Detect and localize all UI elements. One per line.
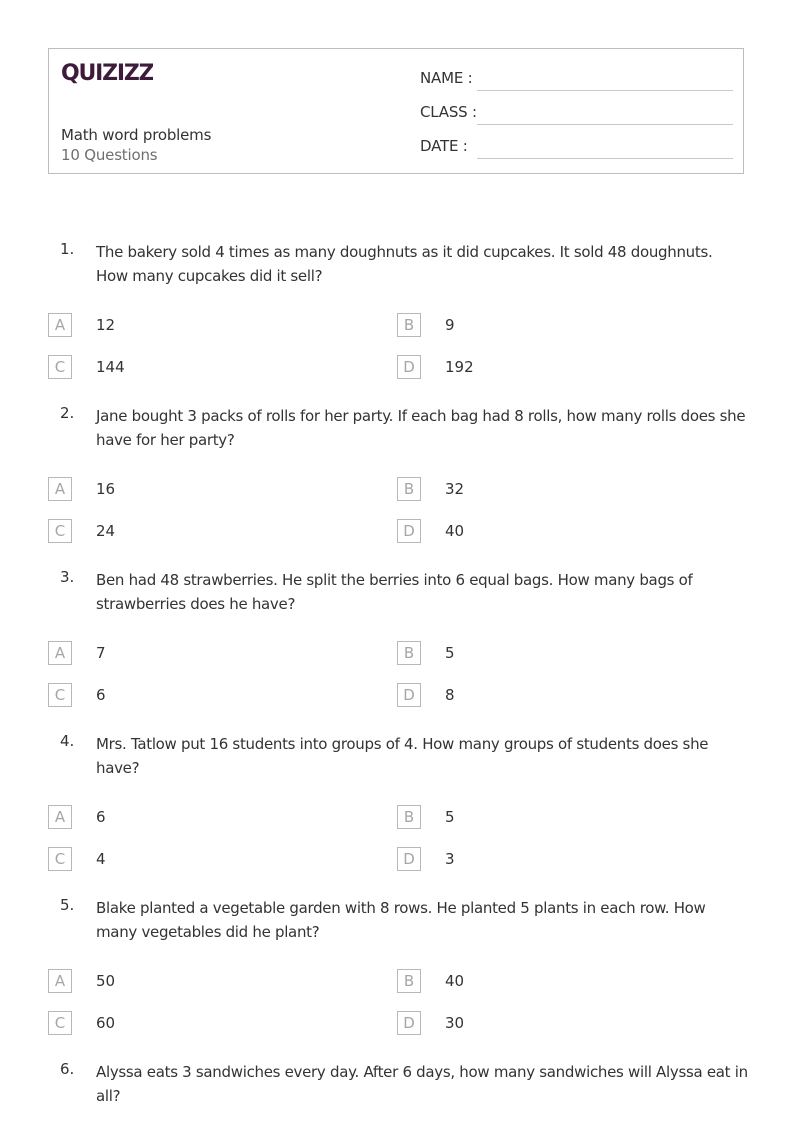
question-text: Blake planted a vegetable garden with 8 rows. He planted 5 plants in each row. How many vegetables did he plant? <box>96 899 706 941</box>
class-label: CLASS : <box>420 103 477 121</box>
question-text: Ben had 48 strawberries. He split the berries into 6 equal bags. How many bags of strawberries does he have? <box>96 571 693 613</box>
option-b-box[interactable]: B <box>397 805 421 829</box>
option-c-text: 24 <box>96 522 116 540</box>
option-a-box[interactable]: A <box>48 477 72 501</box>
option-b-text: 9 <box>445 316 455 334</box>
option-d-box[interactable]: D <box>397 519 421 543</box>
option-c-box[interactable]: C <box>48 355 72 379</box>
date-label: DATE : <box>420 137 468 155</box>
option-b-text: 40 <box>445 972 465 990</box>
option-a-text: 16 <box>96 480 116 498</box>
question-text: Alyssa eats 3 sandwiches every day. After 6 days, how many sandwiches will Alyssa eat in all? <box>96 1063 748 1105</box>
question-number: 4. <box>60 732 75 750</box>
question-number: 5. <box>60 896 75 914</box>
option-d-box[interactable]: D <box>397 355 421 379</box>
option-c-box[interactable]: C <box>48 1011 72 1035</box>
option-b-box[interactable]: B <box>397 477 421 501</box>
option-d-box[interactable]: D <box>397 1011 421 1035</box>
option-c-text: 4 <box>96 850 106 868</box>
option-c-box[interactable]: C <box>48 847 72 871</box>
quizizz-logo <box>61 59 153 85</box>
option-b-text: 5 <box>445 808 455 826</box>
option-c-text: 144 <box>96 358 125 376</box>
worksheet-header <box>48 48 744 174</box>
option-c-text: 6 <box>96 686 106 704</box>
option-a-box[interactable]: A <box>48 641 72 665</box>
option-d-text: 8 <box>445 686 455 704</box>
class-line <box>477 124 733 125</box>
question-number: 3. <box>60 568 75 586</box>
option-d-box[interactable]: D <box>397 847 421 871</box>
option-b-box[interactable]: B <box>397 641 421 665</box>
option-b-text: 5 <box>445 644 455 662</box>
question-count: 10 Questions <box>61 146 158 164</box>
question-number: 6. <box>60 1060 75 1078</box>
option-a-text: 6 <box>96 808 106 826</box>
option-a-box[interactable]: A <box>48 805 72 829</box>
option-a-box[interactable]: A <box>48 313 72 337</box>
option-d-box[interactable]: D <box>397 683 421 707</box>
question-number: 2. <box>60 404 75 422</box>
worksheet-title: Math word problems <box>61 126 212 144</box>
option-d-text: 192 <box>445 358 474 376</box>
option-a-text: 50 <box>96 972 116 990</box>
svg-text:QUIZIZZ: QUIZIZZ <box>61 61 153 85</box>
question-text: Mrs. Tatlow put 16 students into groups of 4. How many groups of students does she have? <box>96 735 709 777</box>
question-text: The bakery sold 4 times as many doughnuts as it did cupcakes. It sold 48 doughnuts. How many cupcakes did it sell? <box>96 243 713 285</box>
name-line <box>477 90 733 91</box>
option-a-text: 7 <box>96 644 106 662</box>
option-b-text: 32 <box>445 480 465 498</box>
question-number: 1. <box>60 240 75 258</box>
option-d-text: 3 <box>445 850 455 868</box>
option-c-box[interactable]: C <box>48 683 72 707</box>
option-d-text: 30 <box>445 1014 465 1032</box>
option-b-box[interactable]: B <box>397 313 421 337</box>
name-label: NAME : <box>420 69 473 87</box>
option-d-text: 40 <box>445 522 465 540</box>
option-a-text: 12 <box>96 316 116 334</box>
date-line <box>477 158 733 159</box>
option-c-text: 60 <box>96 1014 116 1032</box>
option-b-box[interactable]: B <box>397 969 421 993</box>
option-c-box[interactable]: C <box>48 519 72 543</box>
question-text: Jane bought 3 packs of rolls for her party. If each bag had 8 rolls, how many rolls does she have for her party? <box>96 407 746 449</box>
option-a-box[interactable]: A <box>48 969 72 993</box>
